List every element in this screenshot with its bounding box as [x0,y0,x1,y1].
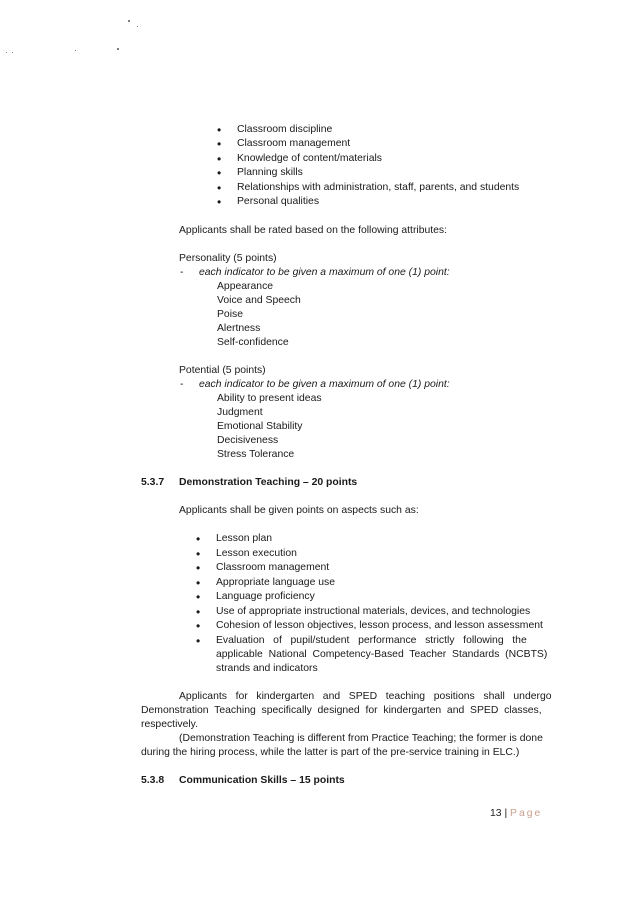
list-item: • Relationships with administration, staff, parents, and students [237,181,519,195]
section-number: 5.3.8 [141,775,165,786]
paragraph-line: respectively. [141,719,198,730]
list-item: • Cohesion of lesson objectives, lesson process, and lesson assessment [216,619,543,633]
potential-dash: - [180,379,184,390]
list-item: Poise [217,309,243,320]
list-item: Appearance [217,281,274,292]
potential-note: each indicator to be given a maximum of one (1) point: [199,379,450,390]
list-item: Decisiveness [217,435,279,446]
scan-speck [128,20,130,22]
scan-speck [12,52,13,53]
section-intro: Applicants shall be given points on aspects such as: [179,505,419,516]
footer-separator: | [504,808,508,819]
scan-speck [75,50,76,51]
paragraph-line: Demonstration Teaching specifically designed for kindergarten and SPED classes, [141,705,542,716]
paragraph-line: Applicants for kindergarten and SPED teaching positions shall undergo [179,691,552,702]
section-title: Demonstration Teaching – 20 points [179,477,358,488]
page-word: Page [510,808,543,819]
personality-note: each indicator to be given a maximum of one (1) point: [199,267,450,278]
list-item: Judgment [217,407,263,418]
list-item: • Language proficiency [216,590,315,604]
scan-speck [137,26,138,27]
list-item: • Knowledge of content/materials [237,152,382,166]
list-item: • Use of appropriate instructional materials, devices, and technologies [216,605,530,619]
list-item: • Lesson plan [216,532,272,546]
page-number: 13 [490,808,502,819]
personality-heading: Personality (5 points) [179,253,277,264]
scan-speck [117,48,119,50]
list-item: Ability to present ideas [217,393,322,404]
section-number: 5.3.7 [141,477,165,488]
page-footer [490,807,542,821]
scan-speck [6,52,7,53]
list-item: • Planning skills [237,166,303,180]
list-item-continuation: applicable National Competency-Based Teacher Standards (NCBTS) [216,649,548,660]
paragraph-line: during the hiring process, while the latter is part of the pre-service training in ELC.) [141,747,520,758]
list-item: • Classroom discipline [237,123,332,137]
list-item: • Personal qualities [237,195,319,209]
list-item: • Classroom management [237,137,350,151]
list-item: Self-confidence [217,337,289,348]
list-item: • Appropriate language use [216,576,335,590]
list-item: Alertness [217,323,261,334]
list-item: Emotional Stability [217,421,303,432]
list-item: Stress Tolerance [217,449,295,460]
rated-text: Applicants shall be rated based on the following attributes: [179,225,448,236]
potential-heading: Potential (5 points) [179,365,266,376]
personality-dash: - [180,267,184,278]
list-item: • Classroom management [216,561,329,575]
list-item: Voice and Speech [217,295,301,306]
list-item: • Lesson execution [216,547,297,561]
list-item: • Evaluation of pupil/student performance strictly following the [216,634,527,648]
list-item-continuation: strands and indicators [216,663,318,674]
section-title: Communication Skills – 15 points [179,775,345,786]
paragraph-line: (Demonstration Teaching is different from Practice Teaching; the former is done [179,733,543,744]
